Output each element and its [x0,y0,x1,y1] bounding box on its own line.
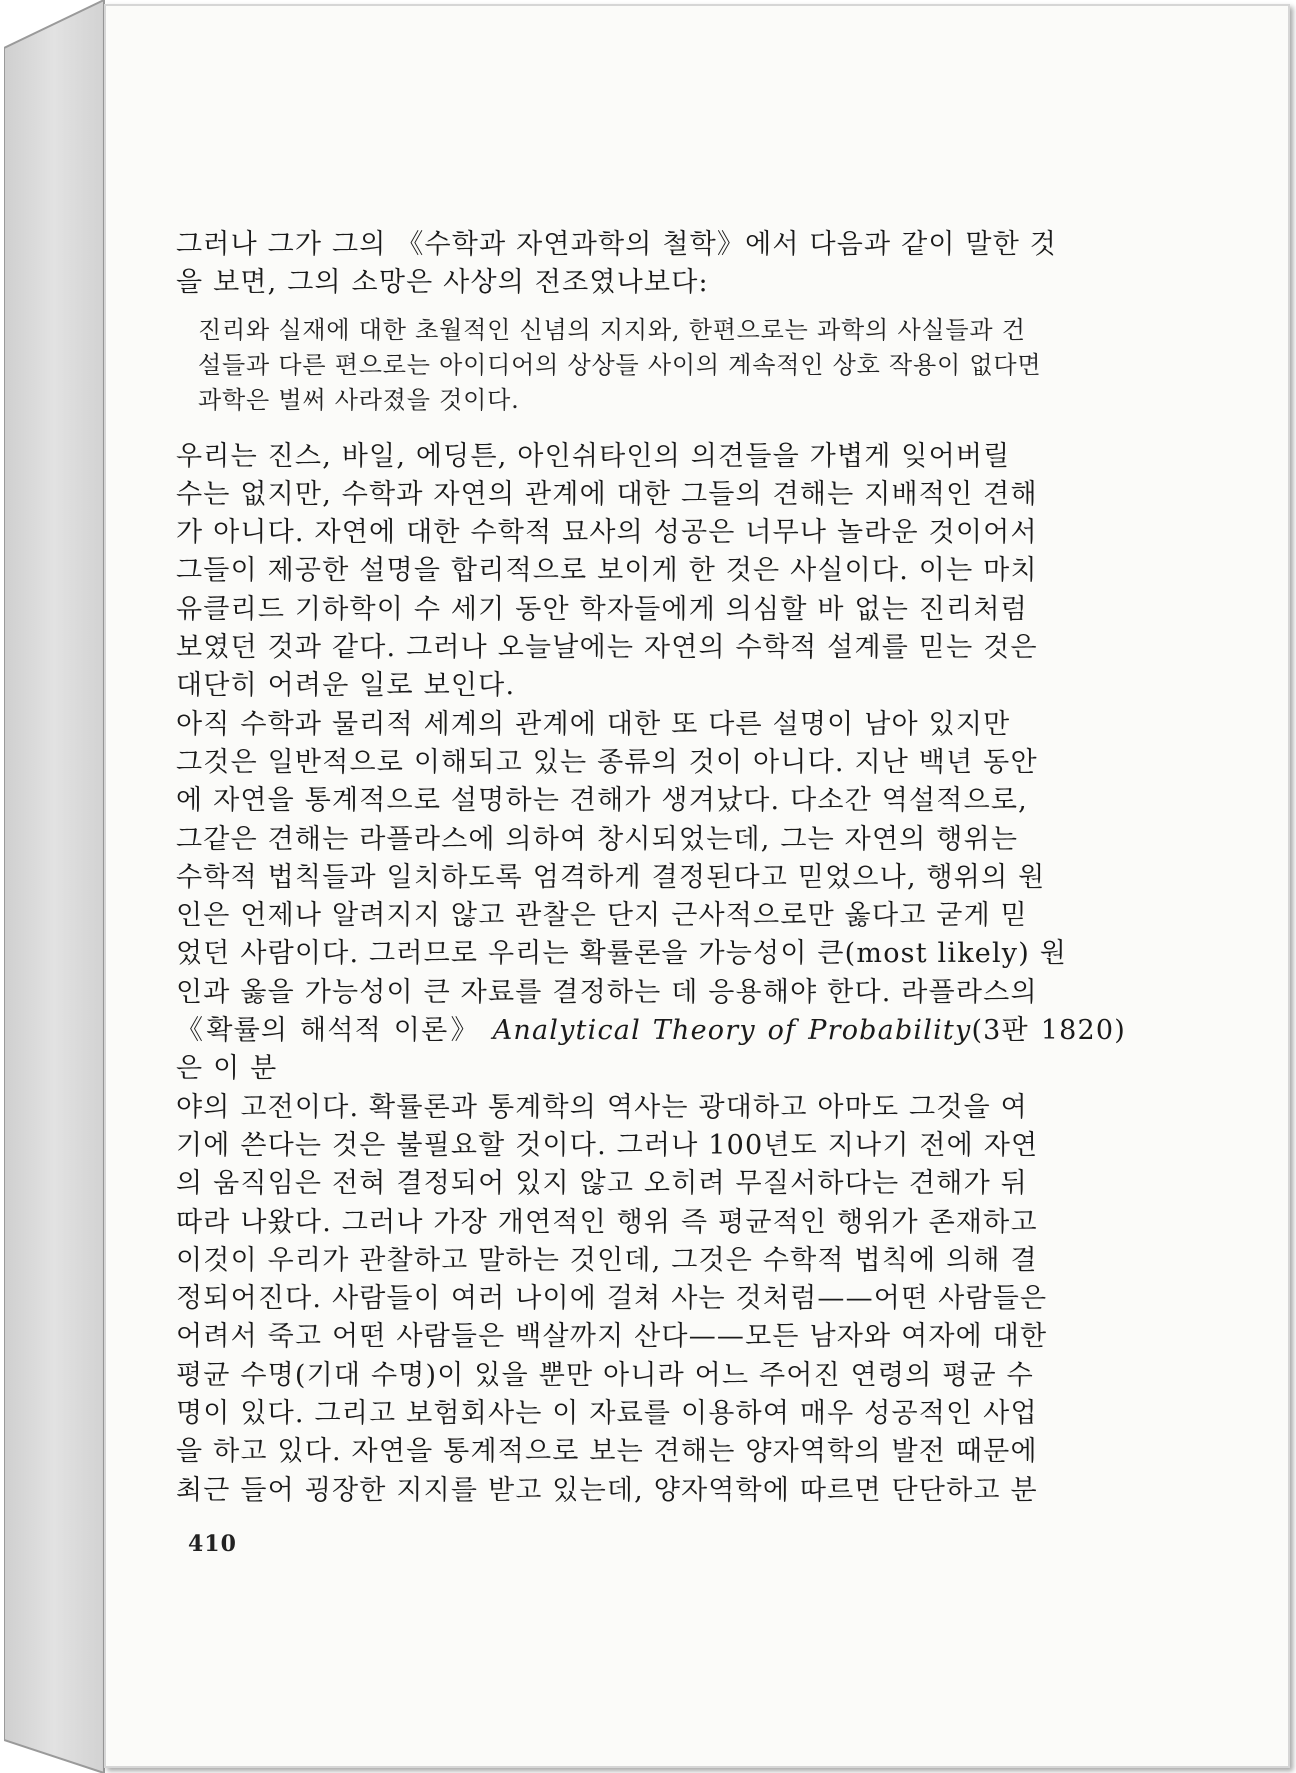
intro-paragraph: 그러나 그가 그의 《수학과 자연과학의 철학》에서 다음과 같이 말한 것 을 보면, 그의 소망은 사상의 전조였나보다: [176,229,1058,299]
paragraph-1: 우리는 진스, 바일, 에딩튼, 아인쉬타인의 의견들을 가볍게 잊어버릴 수는 없지만, 수학과 자연의 관계에 대한 그들의 견해는 지배적인 견해 가 아니다. 자연에 대한 수학적 묘사의 성공은 너무나 놀라운 것이어서 그들이 제공한 설명을 합리적으로 보이게 한 것은 사실이다. 이는 마치 유클리드 기하학이 수 세기 동안 학자들에게 의심할 바 없는 진리처럼 보였던 것과 같다. 그러나 오늘날에는 자연의 수학적 설계를 믿는 것은 대단히 어려운 일로 보인다. [176,440,1038,702]
block-quote: 진리와 실재에 대한 초월적인 신념의 지지와, 한편으로는 과학의 사실들과 건 설들과 다른 편으로는 아이디어의 상상들 사이의 계속적인 상호 작용이 없다면 과학은 벌써 사라졌을 것이다. [198,315,1042,414]
book-title-italic: Analytical Theory of Probability [492,1015,972,1047]
page-number: 410 [188,1531,237,1557]
paragraph-2 [176,706,1126,1510]
page-text [176,226,1126,1510]
paragraph-2-part-b: (3판 1820)은 이 분 야의 고전이다. 확률론과 통계학의 역사는 광대하고 아마도 그것을 여 기에 쓴다는 것은 불필요할 것이다. 그러나 100년도 지나기 전에 자연 의 움직임은 전혀 결정되어 있지 않고 오히려 무질서하다는 견해가 뒤 따라 나왔다. 그러나 가장 개연적인 행위 즉 평균적인 행위가 존재하고 이것이 우리가 관찰하고 말하는 것인데, 그것은 수학적 법칙에 의해 결 정되어진다. 사람들이 여러 나이에 걸쳐 사는 것처럼——어떤 사람들은 어려서 죽고 어떤 사람들은 백살까지 산다——모든 남자와 여자에 대한 평균 수명(기대 수명)이 있을 뿐만 아니라 어느 주어진 연령의 평균 수 명이 있다. 그리고 보험회사는 이 자료를 이용하여 매우 성공적인 사업 을 하고 있다. 자연을 통계적으로 보는 견해는 양자역학의 발전 때문에 최근 들어 굉장한 지지를 받고 있는데, 양자역학에 따르면 단단하고 분 [176,1015,1126,1506]
paragraph-2-part-a: 아직 수학과 물리적 세계의 관계에 대한 또 다른 설명이 남아 있지만 그것은 일반적으로 이해되고 있는 종류의 것이 아니다. 지난 백년 동안 에 자연을 통계적으로 설명하는 견해가 생겨났다. 다소간 역설적으로, 그같은 견해는 라플라스에 의하여 창시되었는데, 그는 자연의 행위는 수학적 법칙들과 일치하도록 엄격하게 결정된다고 믿었으나, 행위의 원 인은 언제나 알려지지 않고 관찰은 단지 근사적으로만 옳다고 굳게 믿 었던 사람이다. 그러므로 우리는 확률론을 가능성이 큰(most likely) 원 인과 옳을 가능성이 큰 자료를 결정하는 데 응용해야 한다. 라플라스의 《확률의 해석적 이론》 [176,708,1068,1047]
book-spine [4,0,106,1773]
